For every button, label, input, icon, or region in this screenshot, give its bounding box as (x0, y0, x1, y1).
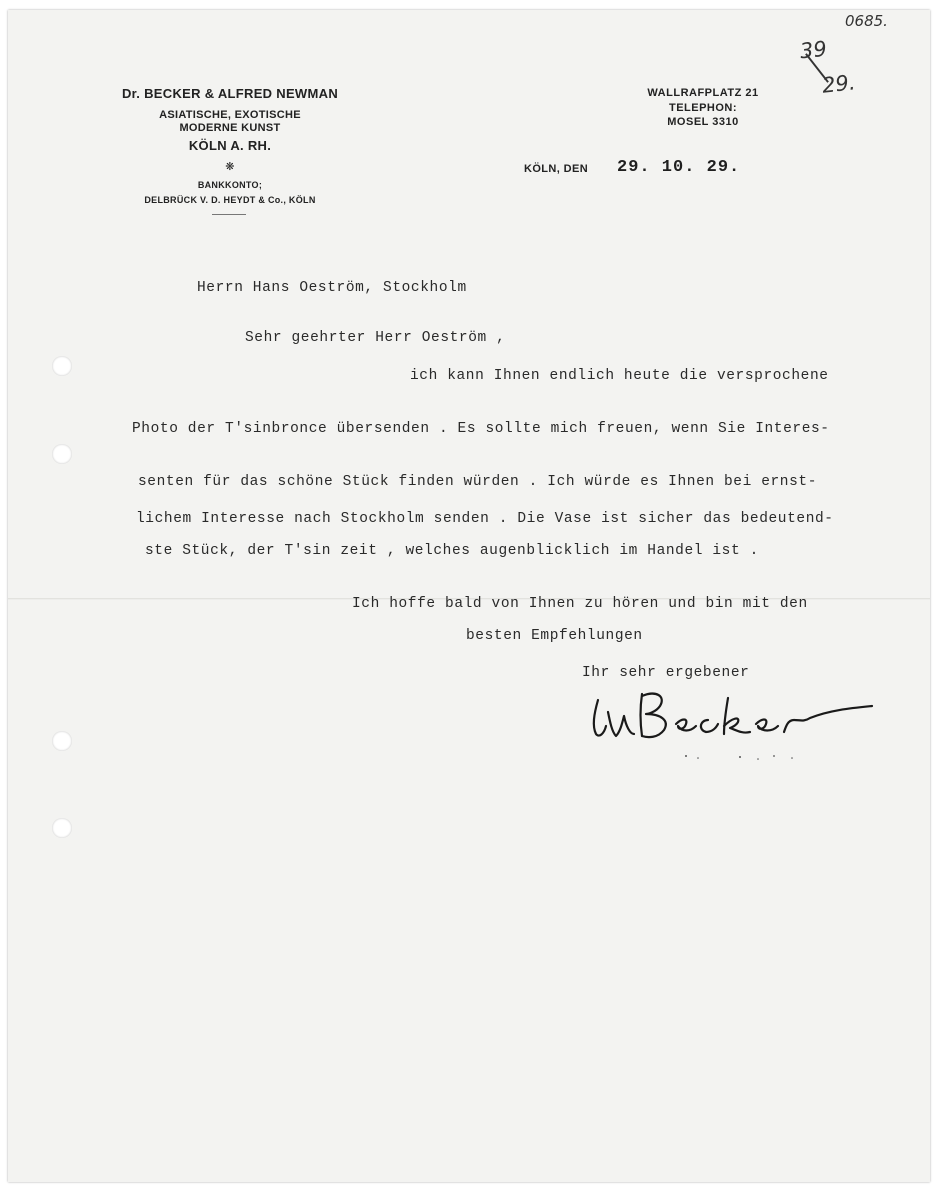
body-line-1: ich kann Ihnen endlich heute die versprochene (410, 368, 829, 384)
letterhead-bank-name: DELBRÜCK V. D. HEYDT & Co., KÖLN (144, 195, 316, 205)
body-line-3: senten für das schöne Stück finden würden . Ich würde es Ihnen bei ernst- (138, 474, 818, 490)
signature-image (590, 682, 880, 762)
archive-id: 0685. (845, 12, 888, 30)
letter-date: 29. 10. 29. (617, 158, 741, 177)
punch-hole (52, 731, 72, 751)
closing-line-3: Ihr sehr ergebener (582, 665, 750, 681)
place-label: KÖLN, DEN (524, 163, 589, 175)
letterhead-telephone-label: TELEPHON: (668, 102, 738, 114)
punch-hole (52, 356, 72, 376)
letterhead-subtitle-2: MODERNE KUNST (179, 122, 281, 134)
letterhead-telephone: MOSEL 3310 (667, 116, 739, 128)
archive-year: 29. (820, 70, 857, 98)
punch-hole (52, 818, 72, 838)
letterhead-address: WALLRAFPLATZ 21 (647, 87, 759, 99)
recipient-line: Herrn Hans Oeström, Stockholm (197, 280, 467, 296)
letterhead-subtitle-1: ASIATISCHE, EXOTISCHE (159, 109, 301, 121)
letterhead-city: KÖLN A. RH. (188, 138, 272, 153)
letterhead-firm-name: Dr. BECKER & ALFRED NEWMAN (121, 86, 339, 101)
closing-line-2: besten Empfehlungen (466, 628, 643, 644)
salutation: Sehr geehrter Herr Oeström , (245, 330, 506, 346)
letterhead-bank-label: BANKKONTO; (197, 180, 263, 190)
archive-number: 39 (798, 36, 828, 64)
punch-hole (52, 444, 72, 464)
closing-line-1: Ich hoffe bald von Ihnen zu hören und bin mit den (352, 596, 808, 612)
body-line-4: lichem Interesse nach Stockholm senden . Die Vase ist sicher das bedeutend- (136, 511, 834, 527)
body-line-5: ste Stück, der T'sin zeit , welches augenblicklich im Handel ist . (145, 543, 759, 559)
body-line-2: Photo der T'sinbronce übersenden . Es sollte mich freuen, wenn Sie Interes- (132, 421, 830, 437)
letterhead-ornament-icon: ❋ (225, 161, 235, 173)
letterhead-rule (212, 214, 246, 215)
